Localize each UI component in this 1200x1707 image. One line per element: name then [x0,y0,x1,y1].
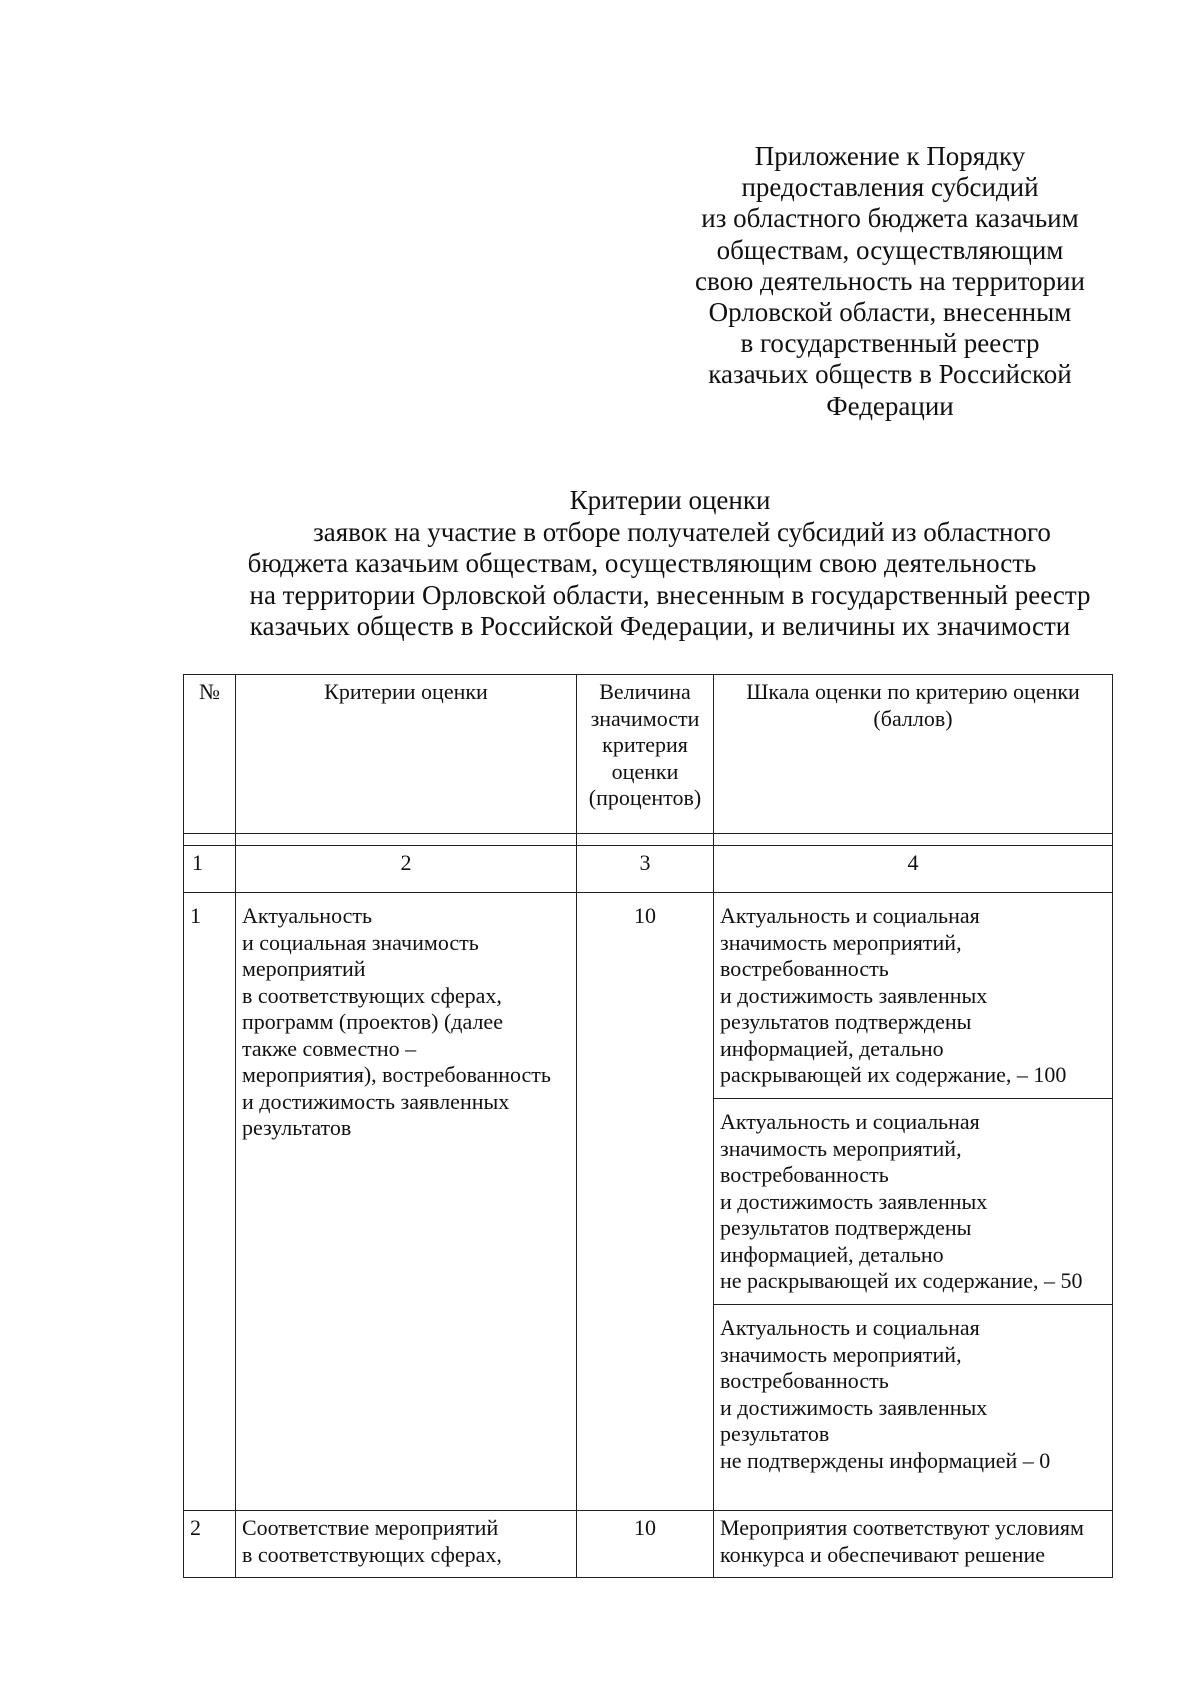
header-weight [577,675,714,834]
scale-line: конкурса и обеспечивают решение [720,1541,1046,1567]
scale-option [714,1305,1113,1511]
appendix-line: свою деятельность на территории [695,265,1085,296]
criteria-line: Актуальность [242,903,373,928]
row-weight: 10 [577,893,714,1511]
heading-line: заявок на участие в отборе получателей субсидий из областного [313,516,1051,547]
header-weight-line: критерия [602,732,688,757]
table-row [184,1511,1113,1578]
criteria-line: и социальная значимость [242,929,479,955]
header-scale [714,675,1113,834]
appendix-line: обществам, осуществляющим [716,234,1064,265]
column-number-row [184,846,1113,893]
scale-line: значимость мероприятий, [720,929,962,955]
criteria-line: в соответствующих сферах, [242,1541,502,1567]
scale-line: значимость мероприятий, [720,1135,962,1161]
table-row [184,893,1113,1099]
scale-option [714,1099,1113,1305]
header-weight-line: Величина [599,679,691,704]
criteria-line: мероприятия), востребованность [242,1062,551,1087]
column-number: 4 [714,846,1113,893]
criteria-line: результатов [242,1115,352,1140]
scale-line: раскрывающей их содержание, – 100 [720,1062,1067,1087]
table-header-row [184,675,1113,834]
column-number: 2 [236,846,577,893]
header-scale-line: Шкала оценки по критерию оценки [746,679,1080,704]
column-number: 3 [577,846,714,893]
scale-line: и достижимость заявленных [720,1188,988,1214]
scale-line: востребованность [720,1162,889,1187]
scale-line: Актуальность и социальная [720,1315,980,1340]
heading-line: бюджета казачьим обществам, осуществляющим свою деятельность [247,548,1037,578]
scale-option [714,893,1113,1099]
scale-line: и достижимость заявленных [720,982,988,1008]
header-weight-line: (процентов) [588,785,702,810]
heading-line: на территории Орловской области, внесенным в государственный реестр [249,579,1091,610]
scale-line: и достижимость заявленных [720,1394,988,1420]
scale-line: результатов [720,1421,830,1446]
row-weight: 10 [577,1511,714,1578]
row-num: 2 [184,1511,236,1578]
appendix-line: в государственный реестр [740,328,1040,359]
scale-line: информацией, детально [720,1035,944,1061]
header-criteria: Критерии оценки [236,675,577,834]
separator-row [184,834,1113,846]
criteria-line: в соответствующих сферах, [242,982,502,1008]
header-num: № [184,675,236,834]
appendix-line: Приложение к Порядку [754,141,1026,171]
heading-title: Критерии оценки [569,485,771,515]
row-scale [714,1511,1113,1578]
scale-line: информацией, детально [720,1241,944,1267]
appendix-line: из областного бюджета казачьим [701,203,1079,234]
criteria-line: и достижимость заявленных [242,1088,510,1114]
criteria-line: мероприятий [242,956,366,981]
header-weight-line: оценки [611,758,679,784]
appendix-line: Орловской области, внесенным [708,297,1072,328]
appendix-line: Федерации [826,390,954,421]
scale-line: результатов подтверждены [720,1009,972,1034]
criteria-line: программ (проектов) (далее [242,1009,503,1034]
appendix-line: предоставления субсидий [741,172,1039,203]
scale-line: Актуальность и социальная [720,903,980,928]
scale-line: Актуальность и социальная [720,1109,980,1134]
criteria-heading [0,485,1200,643]
row-criteria [236,893,577,1511]
column-number: 1 [184,846,236,893]
scale-line: значимость мероприятий, [720,1341,962,1367]
header-scale-line: (баллов) [873,705,953,731]
scale-line: не раскрывающей их содержание, – 50 [720,1268,1083,1293]
scale-line: востребованность [720,956,889,981]
scale-line: Мероприятия соответствуют условиям [720,1515,1084,1540]
criteria-line: также совместно – [242,1035,417,1061]
scale-line: востребованность [720,1368,889,1393]
appendix-block [660,141,1120,422]
row-num: 1 [184,893,236,1511]
criteria-table [183,674,1113,1578]
heading-line: казачьих обществ в Российской Федерации, и величины их значимости [249,611,1071,641]
appendix-line: казачьих обществ в Российской [708,359,1072,390]
scale-line: результатов подтверждены [720,1215,972,1240]
criteria-line: Соответствие мероприятий [242,1515,499,1540]
header-weight-line: значимости [590,705,700,731]
scale-line: не подтверждены информацией – 0 [720,1447,1051,1473]
row-criteria [236,1511,577,1578]
